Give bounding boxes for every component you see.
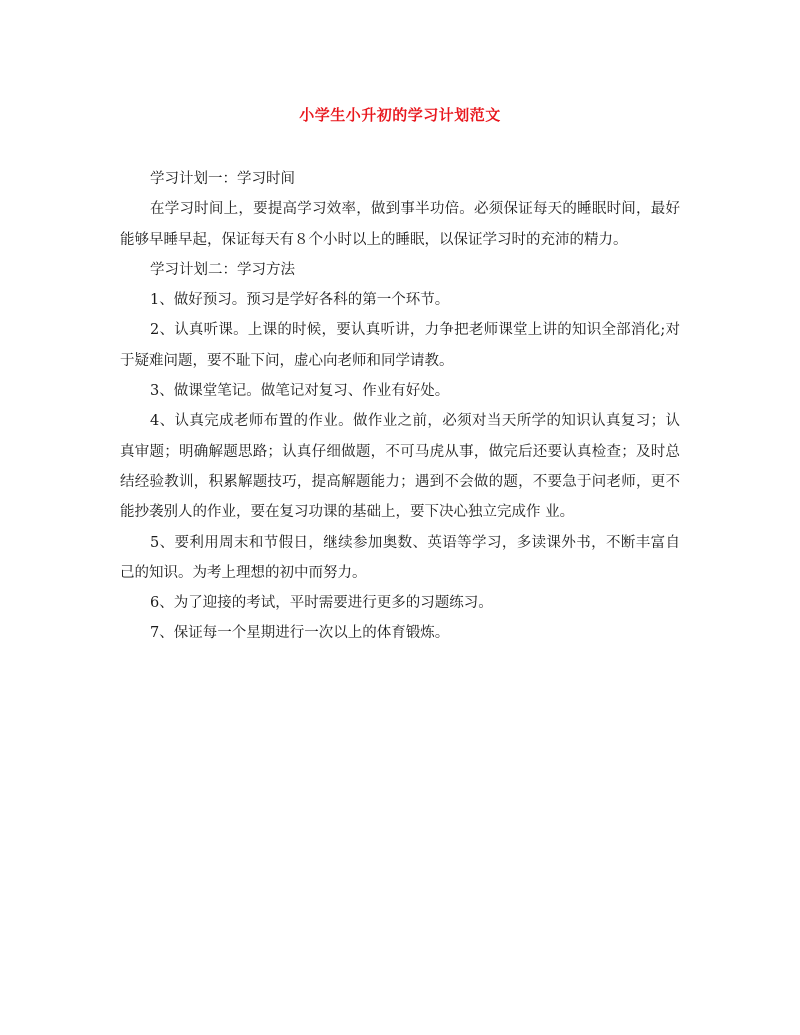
paragraph-study-time: 在学习时间上，要提高学习效率，做到事半功倍。必须保证每天的睡眠时间，最好能够早睡早起，保证每天有８个小时以上的睡眠，以保证学习时的充沛的精力。 <box>120 201 680 248</box>
paragraph-item-4: 4、认真完成老师布置的作业。做作业之前，必须对当天所学的知识认真复习；认真审题；明确解题思路；认真仔细做题，不可马虎从事，做完后还要认真检查；及时总结经验教训，积累解题技巧，提高解题能力；遇到不会做的题，不要急于问老师，更不能抄袭别人的作业，要在复习功课的基础上，要下决心独立完成作 业。 <box>120 413 680 521</box>
paragraph-heading-study-time: 学习计划一：学习时间 <box>150 171 295 187</box>
paragraph-item-2: 2、认真听课。上课的时候，要认真听讲，力争把老师课堂上讲的知识全部消化;对于疑难问题，要不耻下问，虚心向老师和同学请教。 <box>120 322 680 369</box>
paragraph-item-5: 5、要利用周末和节假日，继续参加奥数、英语等学习，多读课外书，不断丰富自己的知识。为考上理想的初中而努力。 <box>120 534 680 581</box>
document-body <box>120 164 680 649</box>
paragraph-heading-study-method: 学习计划二：学习方法 <box>150 261 295 278</box>
paragraph-item-6: 6、为了迎接的考试，平时需要进行更多的习题练习。 <box>150 595 493 612</box>
document-title: 小学生小升初的学习计划范文 <box>299 106 501 124</box>
paragraph-item-1: 1、做好预习。预习是学好各科的第一个环节。 <box>150 292 450 309</box>
paragraph-item-7: 7、保证每一个星期进行一次以上的体育锻炼。 <box>150 625 450 642</box>
paragraph-item-3: 3、做课堂笔记。做笔记对复习、作业有好处。 <box>150 383 450 400</box>
